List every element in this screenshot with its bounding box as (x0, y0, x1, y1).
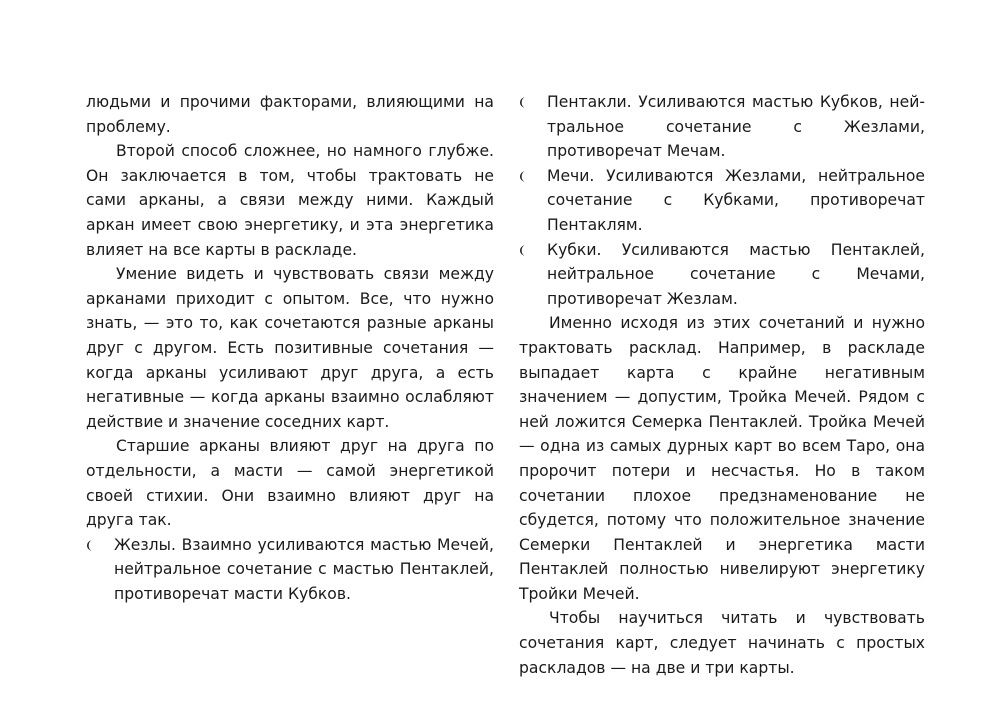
paragraph-learning: Чтобы научиться читать и чувствовать сочетания карт, следует начинать с простых раскладов — на две и три карты. (519, 609, 925, 677)
paragraph-skill: Умение видеть и чувствовать связи между арканами приходит с опытом. Все, что нужно знать, — это то, как сочетаются разные арканы друг с другом. Есть позитивные сочетания — когда арканы усиливают друг друга, а есть негативные — когда арканы взаимно ослабляют действие и значение соседних карт. (86, 265, 494, 431)
paragraph-interpretation: Именно исходя из этих сочетаний и нужно трактовать расклад. Например, в раскладе выпадает карта с крайне негативным значением — допустим, Тройка Мечей. Рядом с ней ложится Семерка Пентаклей. Тройка Мечей — одна из самых дурных карт во всем Таро, она пророчит потери и несчастья. Но в таком сочетании плохое предзнаменование не сбудется, потому что положительное значение Семерки Пентаклей и энергетика масти Пентаклей полностью нивелируют энергетику Тройки Мечей. (519, 314, 925, 603)
crescent-moon-icon (519, 245, 530, 256)
bullet-text: Жезлы. Взаимно усиливаются мастью Мечей, нейтральное сочетание с мастью Пентаклей, противоречат масти Кубков. (114, 535, 494, 603)
bullet-pentacles (519, 90, 925, 164)
bullet-swords (519, 164, 925, 238)
paragraph-second-method: Второй способ сложнее, но намного глубже. Он заключается в том, чтобы трактовать не сами арканы, а связи между ними. Каждый аркан имеет свою энергетику, и эта энергетика влияет на все карты в раскладе. (86, 142, 494, 259)
crescent-moon-icon (86, 540, 97, 551)
bullet-wands (86, 533, 494, 607)
bullet-text: Кубки. Усиливаются мастью Пентаклей, нейтральное сочетание с Мечами, противоречат Жезлам. (547, 240, 925, 308)
paragraph-major-arcana: Старшие арканы влияют друг на друга по отдельности, а масти — самой энергетикой своей стихии. Они взаимно влияют друг на друга так. (86, 437, 494, 530)
left-column (86, 90, 494, 606)
bullet-text: Пентакли. Усиливаются мастью Кубков, нейтральное сочетание с Жезлами, противоречат Мечам. (547, 93, 925, 161)
right-column (519, 90, 925, 680)
paragraph-continuation: людьми и прочими факторами, влияющими на проблему. (86, 93, 494, 136)
crescent-moon-icon (519, 97, 530, 108)
bullet-text: Мечи. Усиливаются Жезлами, нейтральное сочетание с Кубками, противоречат Пентаклям. (547, 166, 925, 234)
crescent-moon-icon (519, 171, 530, 182)
bullet-cups (519, 238, 925, 312)
